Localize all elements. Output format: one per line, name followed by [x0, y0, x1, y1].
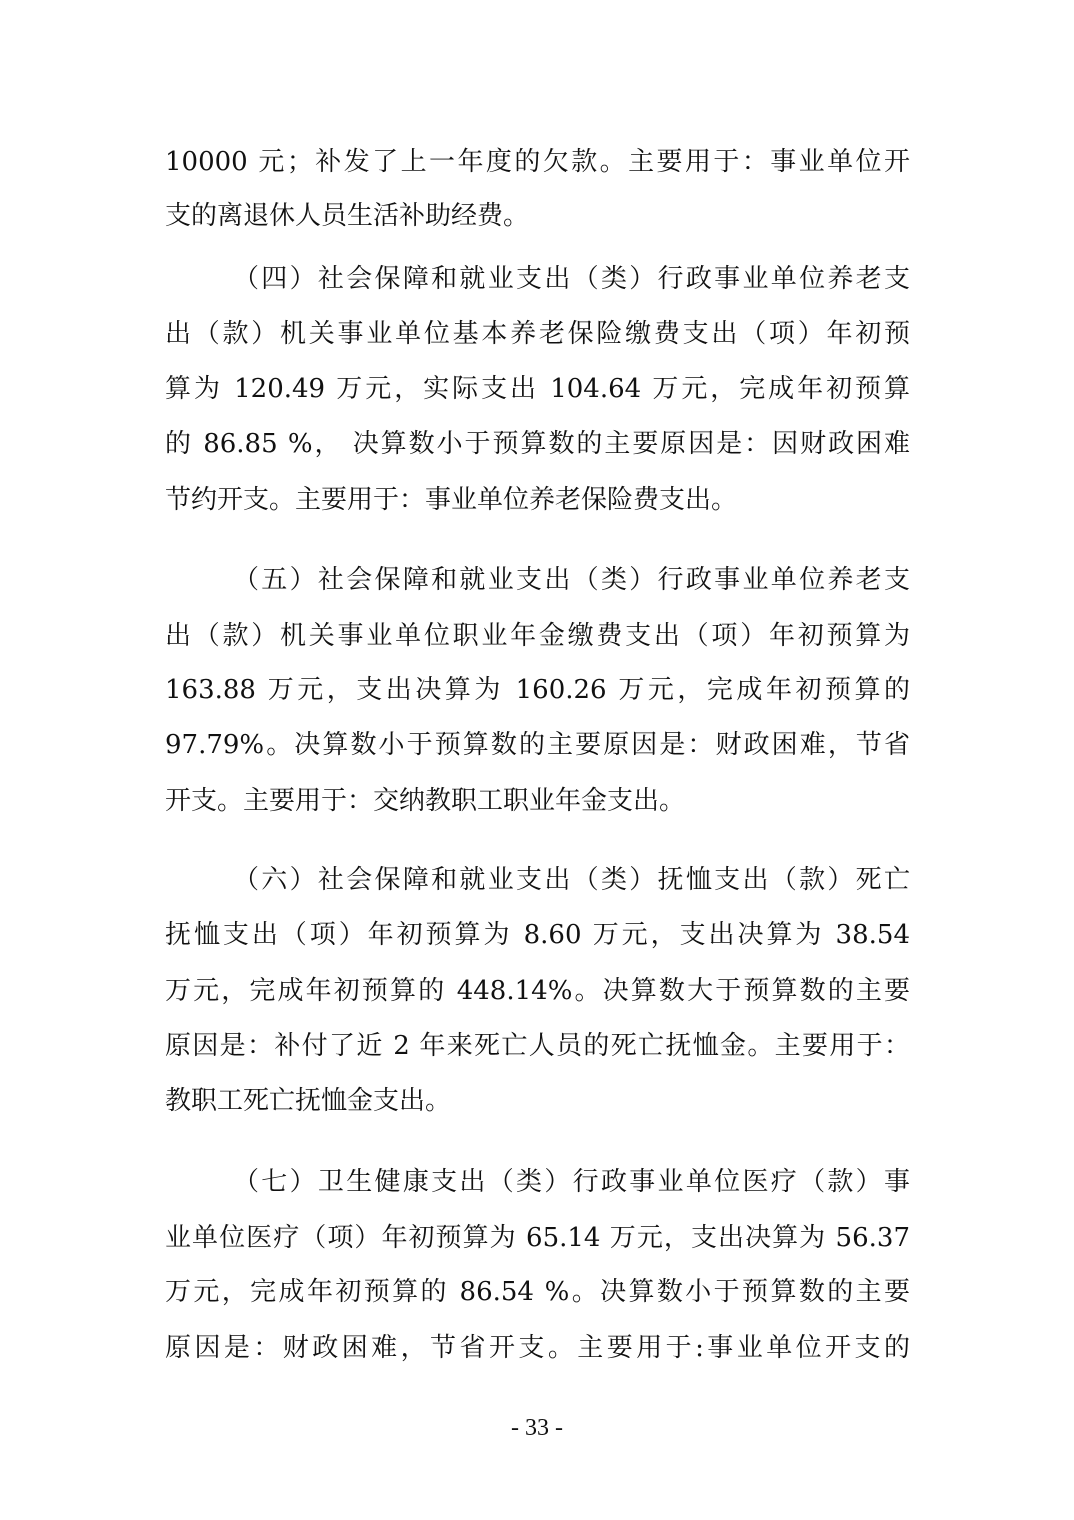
text-line: 163.88 万元，支出决算为 160.26 万元，完成年初预算的: [165, 675, 910, 705]
text-line: 教职工死亡抚恤金支出。: [165, 1086, 452, 1116]
text-line: 支的离退休人员生活补助经费。: [165, 201, 530, 231]
text-line: 出（款）机关事业单位基本养老保险缴费支出（项）年初预: [165, 319, 910, 349]
text-line: 节约开支。主要用于：事业单位养老保险费支出。: [165, 485, 738, 515]
text-line: 算为 120.49 万元，实际支出 104.64 万元，完成年初预算: [165, 374, 910, 404]
paragraph-first-line: （六）社会保障和就业支出（类）抚恤支出（款）死亡: [233, 865, 910, 895]
text-line: 97.79%。决算数小于预算数的主要原因是：财政困难，节省: [165, 730, 910, 760]
text-line: 开支。主要用于：交纳教职工职业年金支出。: [165, 786, 686, 816]
paragraph-first-line: （七）卫生健康支出（类）行政事业单位医疗（款）事: [233, 1167, 910, 1197]
text-line: 的 86.85 %， 决算数小于预算数的主要原因是：因财政困难: [165, 429, 910, 459]
paragraph-first-line: （五）社会保障和就业支出（类）行政事业单位养老支: [233, 565, 910, 595]
text-line: 10000 元；补发了上一年度的欠款。主要用于：事业单位开: [165, 147, 910, 177]
text-line: 业单位医疗（项）年初预算为 65.14 万元，支出决算为 56.37: [165, 1223, 910, 1253]
text-line: 原因是：补付了近 2 年来死亡人员的死亡抚恤金。主要用于：: [165, 1031, 910, 1061]
text-line: 抚恤支出（项）年初预算为 8.60 万元，支出决算为 38.54: [165, 920, 910, 950]
text-line: 万元，完成年初预算的 448.14%。决算数大于预算数的主要: [165, 976, 910, 1006]
text-line: 原因是：财政困难，节省开支。主要用于:事业单位开支的: [165, 1333, 910, 1363]
paragraph-first-line: （四）社会保障和就业支出（类）行政事业单位养老支: [233, 264, 910, 294]
text-line: 万元，完成年初预算的 86.54 %。决算数小于预算数的主要: [165, 1277, 910, 1307]
text-line: 出（款）机关事业单位职业年金缴费支出（项）年初预算为: [165, 621, 910, 651]
page-number: - 33 -: [511, 1415, 563, 1441]
